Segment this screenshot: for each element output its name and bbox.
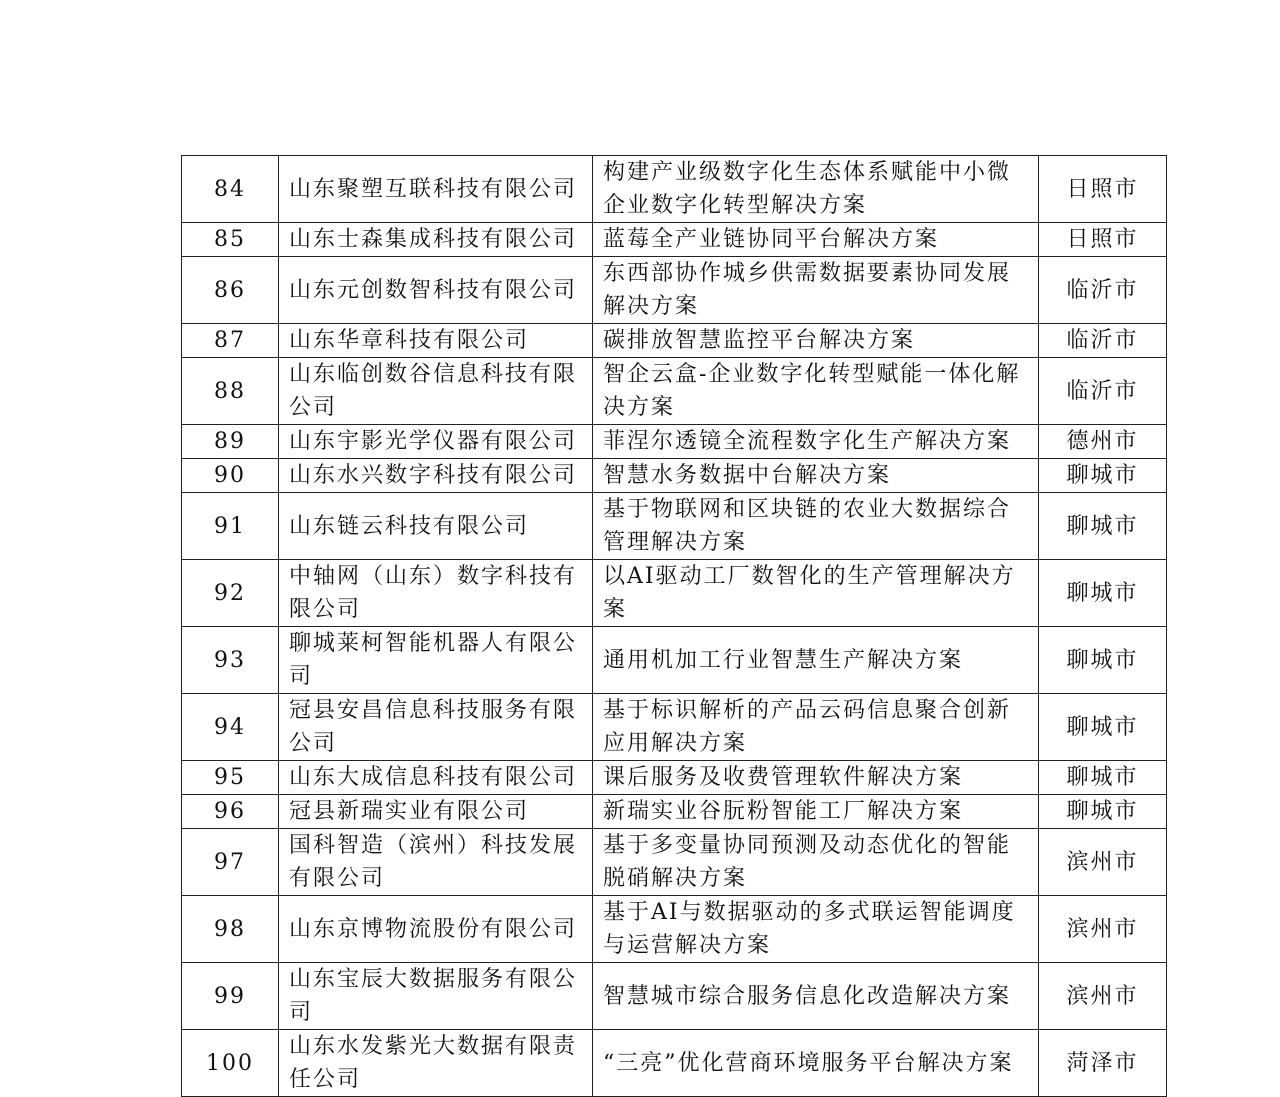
company-name: 山东水发紫光大数据有限责任公司 xyxy=(279,1030,593,1097)
table-row xyxy=(182,156,1167,223)
row-number: 88 xyxy=(182,358,279,425)
company-name: 冠县新瑞实业有限公司 xyxy=(279,795,593,829)
company-name: 中轴网（山东）数字科技有限公司 xyxy=(279,560,593,627)
table-row xyxy=(182,761,1167,795)
solution-name: 基于标识解析的产品云码信息聚合创新应用解决方案 xyxy=(593,694,1039,761)
solution-name: 以AI驱动工厂数智化的生产管理解决方案 xyxy=(593,560,1039,627)
company-name: 山东链云科技有限公司 xyxy=(279,493,593,560)
table-row xyxy=(182,223,1167,257)
solution-name: 基于AI与数据驱动的多式联运智能调度与运营解决方案 xyxy=(593,896,1039,963)
table-row xyxy=(182,694,1167,761)
row-number: 87 xyxy=(182,324,279,358)
table-row xyxy=(182,257,1167,324)
company-name: 山东聚塑互联科技有限公司 xyxy=(279,156,593,223)
solution-name: “三亮”优化营商环境服务平台解决方案 xyxy=(593,1030,1039,1097)
company-name: 山东元创数智科技有限公司 xyxy=(279,257,593,324)
row-number: 99 xyxy=(182,963,279,1030)
city-name: 日照市 xyxy=(1039,156,1167,223)
city-name: 临沂市 xyxy=(1039,358,1167,425)
row-number: 84 xyxy=(182,156,279,223)
city-name: 聊城市 xyxy=(1039,761,1167,795)
city-name: 滨州市 xyxy=(1039,963,1167,1030)
table-row xyxy=(182,358,1167,425)
table-row xyxy=(182,324,1167,358)
city-name: 临沂市 xyxy=(1039,257,1167,324)
row-number: 93 xyxy=(182,627,279,694)
row-number: 91 xyxy=(182,493,279,560)
table-row xyxy=(182,627,1167,694)
solution-name: 基于多变量协同预测及动态优化的智能脱硝解决方案 xyxy=(593,829,1039,896)
company-name: 山东京博物流股份有限公司 xyxy=(279,896,593,963)
row-number: 100 xyxy=(182,1030,279,1097)
city-name: 聊城市 xyxy=(1039,627,1167,694)
table-row xyxy=(182,829,1167,896)
company-name: 山东士森集成科技有限公司 xyxy=(279,223,593,257)
solution-name: 菲涅尔透镜全流程数字化生产解决方案 xyxy=(593,425,1039,459)
solution-name: 基于物联网和区块链的农业大数据综合管理解决方案 xyxy=(593,493,1039,560)
row-number: 98 xyxy=(182,896,279,963)
company-name: 山东宇影光学仪器有限公司 xyxy=(279,425,593,459)
solution-name: 课后服务及收费管理软件解决方案 xyxy=(593,761,1039,795)
row-number: 89 xyxy=(182,425,279,459)
city-name: 聊城市 xyxy=(1039,560,1167,627)
row-number: 94 xyxy=(182,694,279,761)
row-number: 96 xyxy=(182,795,279,829)
company-name: 山东临创数谷信息科技有限公司 xyxy=(279,358,593,425)
city-name: 临沂市 xyxy=(1039,324,1167,358)
company-name: 山东水兴数字科技有限公司 xyxy=(279,459,593,493)
solution-name: 东西部协作城乡供需数据要素协同发展解决方案 xyxy=(593,257,1039,324)
table-row xyxy=(182,896,1167,963)
city-name: 聊城市 xyxy=(1039,694,1167,761)
city-name: 聊城市 xyxy=(1039,493,1167,560)
solution-name: 智企云盒-企业数字化转型赋能一体化解决方案 xyxy=(593,358,1039,425)
city-name: 聊城市 xyxy=(1039,459,1167,493)
row-number: 90 xyxy=(182,459,279,493)
row-number: 95 xyxy=(182,761,279,795)
city-name: 菏泽市 xyxy=(1039,1030,1167,1097)
table-row xyxy=(182,425,1167,459)
row-number: 86 xyxy=(182,257,279,324)
table-row xyxy=(182,963,1167,1030)
company-name: 山东华章科技有限公司 xyxy=(279,324,593,358)
row-number: 97 xyxy=(182,829,279,896)
solution-name: 碳排放智慧监控平台解决方案 xyxy=(593,324,1039,358)
table-row xyxy=(182,795,1167,829)
city-name: 滨州市 xyxy=(1039,829,1167,896)
row-number: 85 xyxy=(182,223,279,257)
company-name: 聊城莱柯智能机器人有限公司 xyxy=(279,627,593,694)
company-name: 山东宝辰大数据服务有限公司 xyxy=(279,963,593,1030)
solution-name: 通用机加工行业智慧生产解决方案 xyxy=(593,627,1039,694)
solution-name: 新瑞实业谷朊粉智能工厂解决方案 xyxy=(593,795,1039,829)
city-name: 日照市 xyxy=(1039,223,1167,257)
solution-name: 构建产业级数字化生态体系赋能中小微企业数字化转型解决方案 xyxy=(593,156,1039,223)
company-name: 冠县安昌信息科技服务有限公司 xyxy=(279,694,593,761)
solution-name: 智慧水务数据中台解决方案 xyxy=(593,459,1039,493)
table-row xyxy=(182,560,1167,627)
row-number: 92 xyxy=(182,560,279,627)
company-name: 国科智造（滨州）科技发展有限公司 xyxy=(279,829,593,896)
table-row xyxy=(182,459,1167,493)
solutions-table xyxy=(181,155,1167,1097)
city-name: 聊城市 xyxy=(1039,795,1167,829)
solution-name: 蓝莓全产业链协同平台解决方案 xyxy=(593,223,1039,257)
company-name: 山东大成信息科技有限公司 xyxy=(279,761,593,795)
solution-name: 智慧城市综合服务信息化改造解决方案 xyxy=(593,963,1039,1030)
city-name: 滨州市 xyxy=(1039,896,1167,963)
city-name: 德州市 xyxy=(1039,425,1167,459)
table-row xyxy=(182,1030,1167,1097)
table-row xyxy=(182,493,1167,560)
